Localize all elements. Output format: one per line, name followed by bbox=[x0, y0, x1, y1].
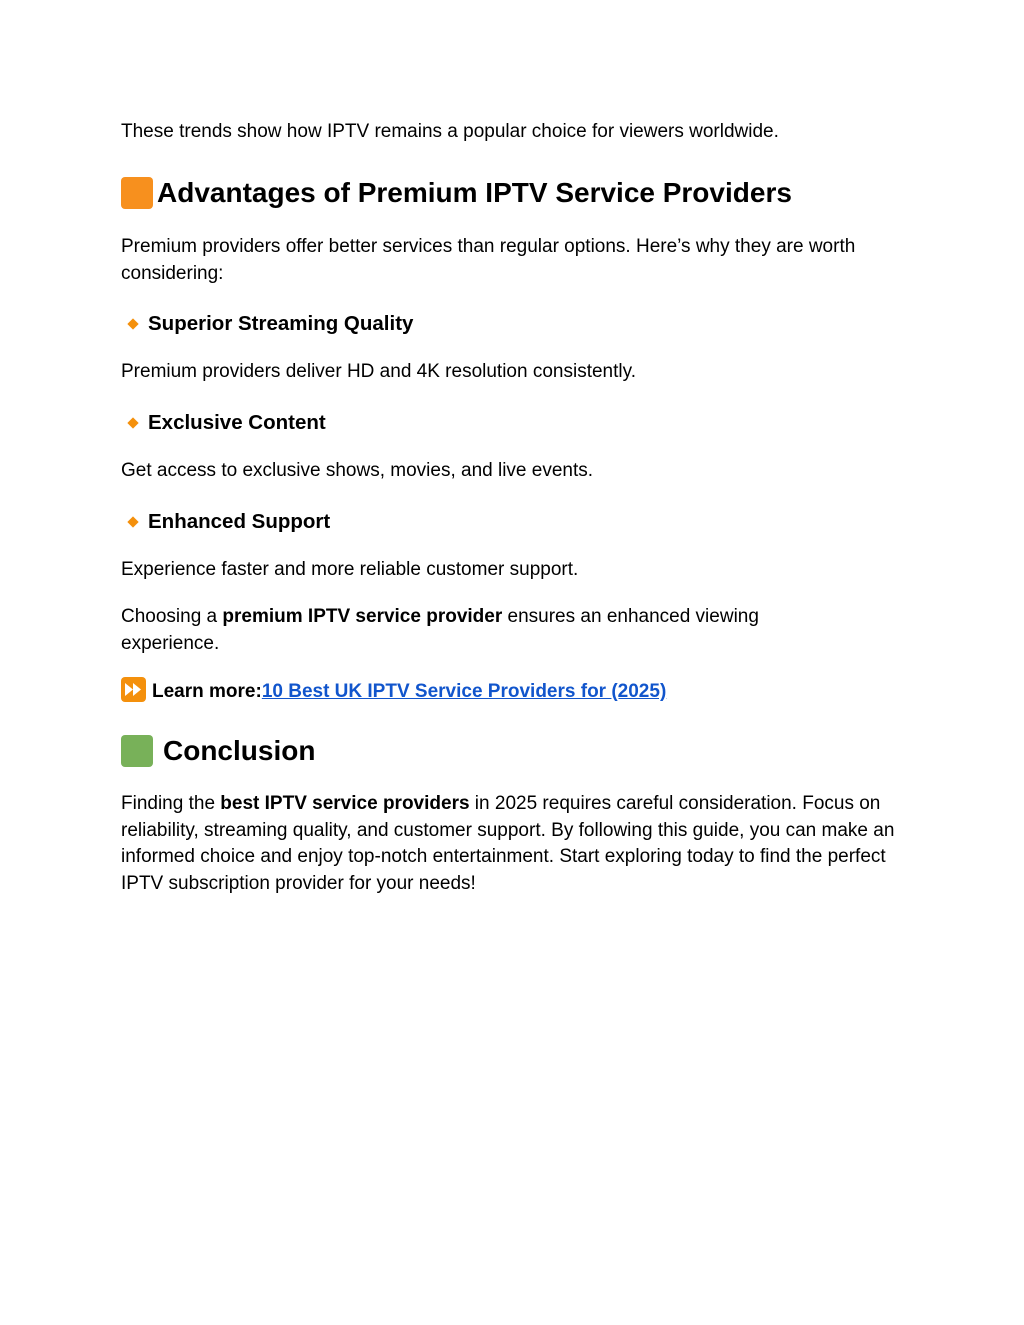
item-paragraph-streaming-quality: Premium providers deliver HD and 4K resolution consistently. bbox=[121, 361, 636, 382]
choosing-text-after: ensures an enhanced viewing experience. bbox=[121, 606, 759, 654]
orange-diamond-icon bbox=[121, 314, 148, 334]
intro-paragraph: These trends show how IPTV remains a popular choice for viewers worldwide. bbox=[121, 121, 779, 142]
advantages-heading bbox=[121, 176, 911, 210]
orange-square-icon bbox=[121, 177, 153, 209]
green-square-icon bbox=[121, 735, 153, 767]
conclusion-heading-text: Conclusion bbox=[163, 735, 316, 766]
choosing-bold-text: premium IPTV service provider bbox=[222, 606, 503, 627]
fast-forward-icon bbox=[121, 677, 146, 702]
item-heading-text: Exclusive Content bbox=[148, 411, 326, 434]
item-heading-exclusive-content bbox=[121, 410, 911, 436]
orange-diamond-icon bbox=[121, 413, 148, 433]
choosing-paragraph bbox=[121, 604, 821, 657]
conclusion-text-after: in 2025 requires careful consideration. Focus on reliability, streaming quality, and customer support. By following this guide, you can make an informed choice and enjoy top-notch entertainment. Start exploring today to find the perfect IPTV subscription provider for your needs! bbox=[121, 793, 895, 894]
learn-more-label: Learn more: bbox=[152, 681, 262, 702]
conclusion-heading bbox=[121, 734, 911, 768]
choosing-text-before: Choosing a bbox=[121, 606, 223, 627]
conclusion-bold-text: best IPTV service providers bbox=[220, 793, 470, 814]
conclusion-text-before: Finding the bbox=[121, 793, 221, 814]
item-heading-enhanced-support bbox=[121, 509, 911, 535]
orange-diamond-icon bbox=[121, 512, 148, 532]
learn-more-line bbox=[121, 677, 911, 705]
conclusion-paragraph bbox=[121, 791, 911, 897]
advantages-intro-paragraph: Premium providers offer better services than regular options. Here’s why they are worth considering: bbox=[121, 236, 856, 284]
best-uk-iptv-link[interactable]: 10 Best UK IPTV Service Providers for (2025) bbox=[261, 681, 667, 702]
item-heading-streaming-quality bbox=[121, 311, 911, 337]
advantages-heading-text: Advantages of Premium IPTV Service Providers bbox=[157, 177, 792, 208]
item-heading-text: Enhanced Support bbox=[148, 510, 331, 533]
item-heading-text: Superior Streaming Quality bbox=[148, 312, 414, 335]
item-paragraph-enhanced-support: Experience faster and more reliable customer support. bbox=[121, 559, 579, 580]
item-paragraph-exclusive-content: Get access to exclusive shows, movies, and live events. bbox=[121, 460, 594, 481]
